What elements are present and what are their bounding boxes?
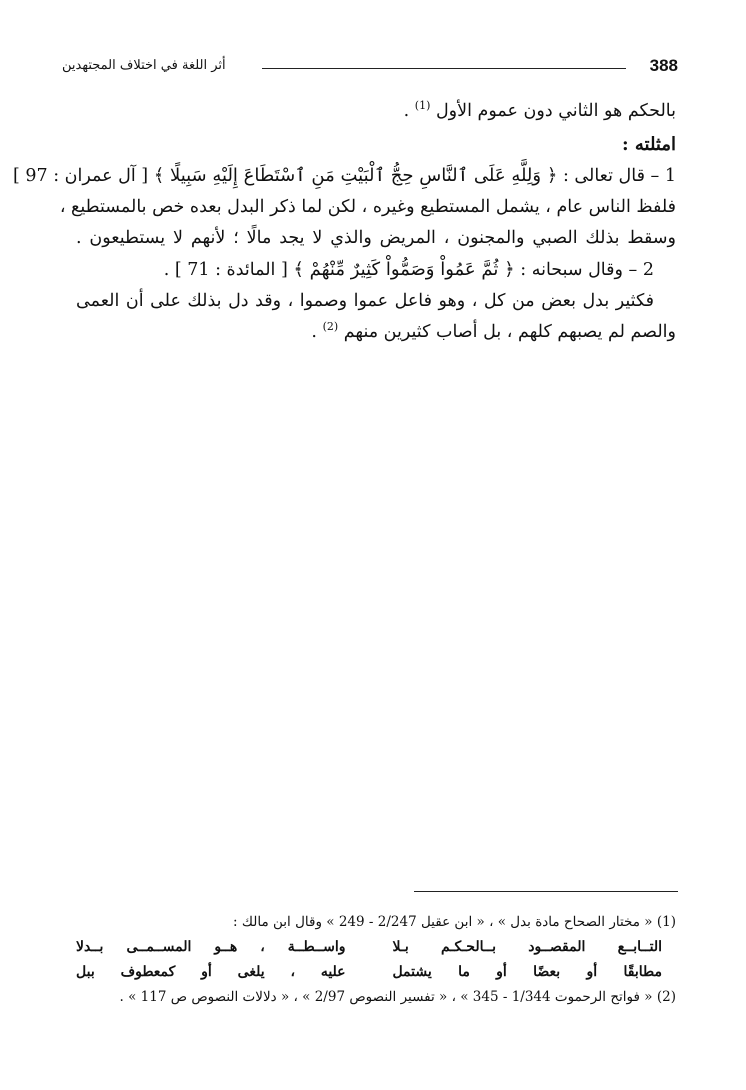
footnote-1 — [76, 910, 676, 935]
footnote-1-marker: (1) — [656, 914, 676, 930]
explanation-2-end: . — [311, 322, 317, 342]
footnotes — [76, 910, 676, 1010]
poem-verse-1-first-half: التــابــع المقصــود بــالحـكـم بـلا — [392, 939, 662, 955]
poem-verse-1 — [76, 935, 676, 960]
section-heading: امثلته : — [621, 134, 676, 155]
intro-text: بالحكم هو الثاني دون عموم الأول — [435, 101, 676, 121]
example-2-reference: [ المائدة : 71 ] . — [163, 260, 288, 280]
example-2 — [76, 254, 676, 286]
footnote-2-text: « فواتح الرحموت 1/344 - 345 » ، « تفسير النصوص 2/97 » ، « دلالات النصوص ص 117 » . — [119, 989, 653, 1005]
example-1-number: 1 – — [650, 166, 676, 186]
footnote-separator — [414, 891, 678, 892]
poem-verse-2 — [76, 960, 676, 985]
explanation-2-line-2-text: والصم لم يصبهم كلهم ، بل أصاب كثيرين منهم — [343, 322, 676, 342]
intro-line — [76, 96, 676, 127]
book-title: أثر اللغة في اختلاف المجتهدين — [62, 58, 226, 73]
poem-verse-2-second-half: عليه ، يلغى أو كمعطوف ببل — [76, 964, 346, 980]
explanation-2-line-1: فكثير بدل بعض من كل ، وهو فاعل عموا وصموا ، وقد دل بذلك على أن العمى — [76, 291, 654, 311]
poem-verse-1-second-half: واســطــة ، هــو المســمــى بــدلا — [76, 939, 346, 955]
explanation-1-line-1: فلفظ الناس عام ، يشمل المستطيع وغيره ، لكن لما ذكر البدل بعده خص بالمستطيع ، — [59, 197, 676, 217]
footnote-2 — [76, 985, 676, 1010]
explanation-1-line-2: وسقط بذلك الصبي والمجنون ، المريض والذي لا يجد مالًا ؛ لأنهم لا يستطيعون . — [76, 228, 676, 248]
footnote-1-text: « مختار الصحاح مادة بدل » ، « ابن عقيل 2/247 - 249 » وقال ابن مالك : — [233, 914, 653, 930]
example-2-number: 2 – — [628, 260, 654, 280]
page-number: 388 — [649, 56, 678, 75]
footnote-2-marker: (2) — [656, 989, 676, 1005]
example-1-reference: [ آل عمران : 97 ] — [12, 166, 149, 186]
example-2-verse: ﴿ ثُمَّ عَمُواْ وَصَمُّواْ كَثِيرٌ مِّنْهُمْ ﴾ — [293, 259, 515, 280]
explanation-2-line-2 — [76, 317, 676, 348]
body-text — [12, 96, 676, 348]
poem-verse-2-first-half: مطابقًا أو بعضًا أو ما يشتمل — [392, 964, 662, 980]
example-2-lead: وقال سبحانه : — [520, 260, 623, 280]
running-header — [62, 56, 678, 84]
poem — [76, 935, 676, 985]
example-1-verse: ﴿ وَلِلَّهِ عَلَى ٱلنَّاسِ حِجُّ ٱلْبَيْتِ مَنِ ٱسْتَطَاعَ إِلَيْهِ سَبِيلًا ﴾ — [153, 165, 558, 186]
header-rule — [262, 68, 626, 69]
example-1-lead: قال تعالى : — [562, 166, 645, 186]
example-1 — [12, 160, 676, 192]
footnote-ref-1: (1) — [414, 99, 431, 113]
footnote-ref-2: (2) — [322, 320, 339, 334]
intro-end: . — [403, 101, 410, 121]
